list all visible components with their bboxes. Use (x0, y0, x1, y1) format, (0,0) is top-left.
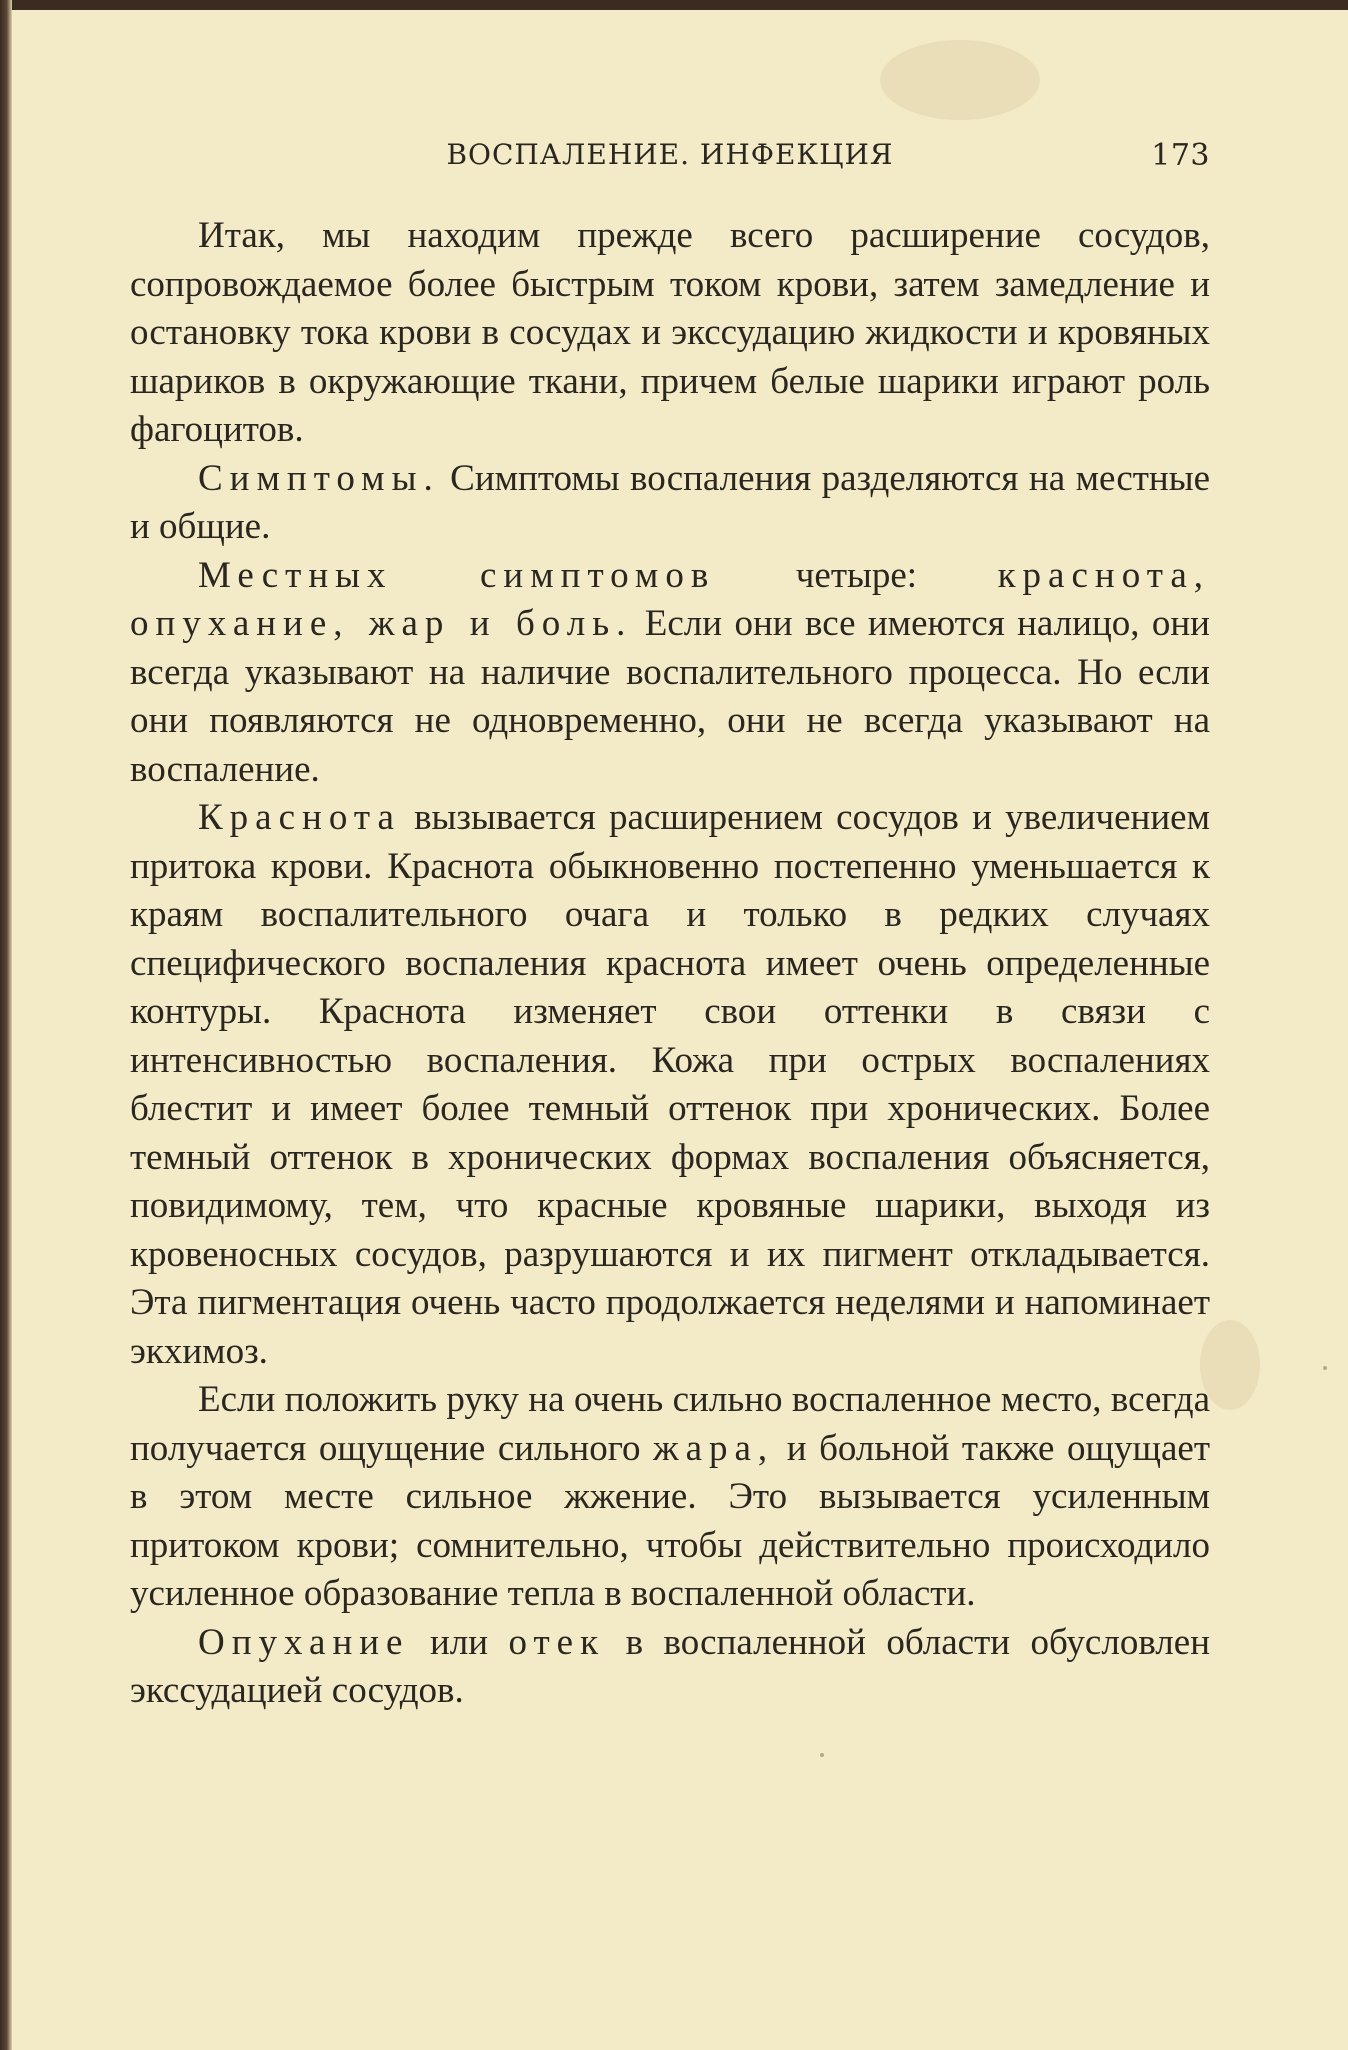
paper-stain (880, 40, 1040, 120)
emphasized-term: краснота, опухание, жар и боль. (130, 554, 1211, 644)
running-head-title: ВОСПАЛЕНИЕ. ИНФЕКЦИЯ (446, 138, 894, 171)
page-top-edge (0, 0, 1348, 10)
paragraph (130, 455, 1210, 552)
paper-speck (820, 1753, 824, 1757)
text-run: Если положить руку на очень сильно воспаленное место, всегда получается ощущение сильного (130, 1379, 1210, 1469)
page-number: 173 (1151, 138, 1210, 173)
emphasized-term: отек (508, 1621, 606, 1663)
emphasized-term: Краснота (198, 797, 401, 838)
running-head (130, 138, 1210, 178)
text-run: или (409, 1621, 509, 1663)
paper-speck (1323, 1366, 1327, 1370)
paragraph (130, 1619, 1210, 1716)
text-run: четыре: (715, 554, 998, 596)
text-run: Если они все имеются налицо, они всегда указывают на наличие воспалительного процесса. Но если они появляются не одновременно, они не всегда указывают на воспаление. (130, 603, 1210, 790)
text-run: в воспаленной области обусловлен экссудацией сосудов. (130, 1621, 1210, 1711)
paragraph (130, 552, 1210, 795)
paragraph (130, 1376, 1210, 1619)
body-text (130, 212, 1210, 1716)
paragraph (130, 212, 1210, 455)
text-run: Симптомы воспаления разделяются на местные и общие. (130, 457, 1210, 547)
text-run: и больной также ощущает в этом месте сильное жжение. Это вызывается усиленным притоком крови; сомнительно, чтобы действительно происходило усиленное образование тепла в воспаленной области. (130, 1427, 1211, 1614)
paragraph (130, 794, 1210, 1376)
page-binding-edge (0, 0, 12, 2050)
text-run: вызывается расширением сосудов и увеличением притока крови. Краснота обыкновенно постепенно уменьшается к краям воспалительного очага и только в редких случаях специфического воспаления краснота имеет очень определенные контуры. Краснота изменяет свои оттенки в связи с интенсивностью воспаления. Кожа при острых воспалениях блестит и имеет более темный оттенок при хронических. Более темный оттенок в хронических формах воспаления объясняется, повидимому, тем, что красные кровяные шарики, выходя из кровеносных сосудов, разрушаются и их пигмент откладывается. Эта пигментация очень часто продолжается неделями и напоминает экхимоз. (130, 797, 1210, 1372)
emphasized-term: Опухание (198, 1621, 410, 1663)
emphasized-term: жара, (653, 1427, 775, 1469)
emphasized-term: Симптомы. (198, 457, 440, 499)
emphasized-term: Местных симптомов (198, 554, 716, 596)
text-run: Итак, мы находим прежде всего расширение сосудов, сопровождаемое более быстрым током крови, затем замедление и остановку тока крови в сосудах и экссудацию жидкости и кровяных шариков в окружающие ткани, причем белые шарики играют роль фагоцитов. (130, 215, 1210, 450)
